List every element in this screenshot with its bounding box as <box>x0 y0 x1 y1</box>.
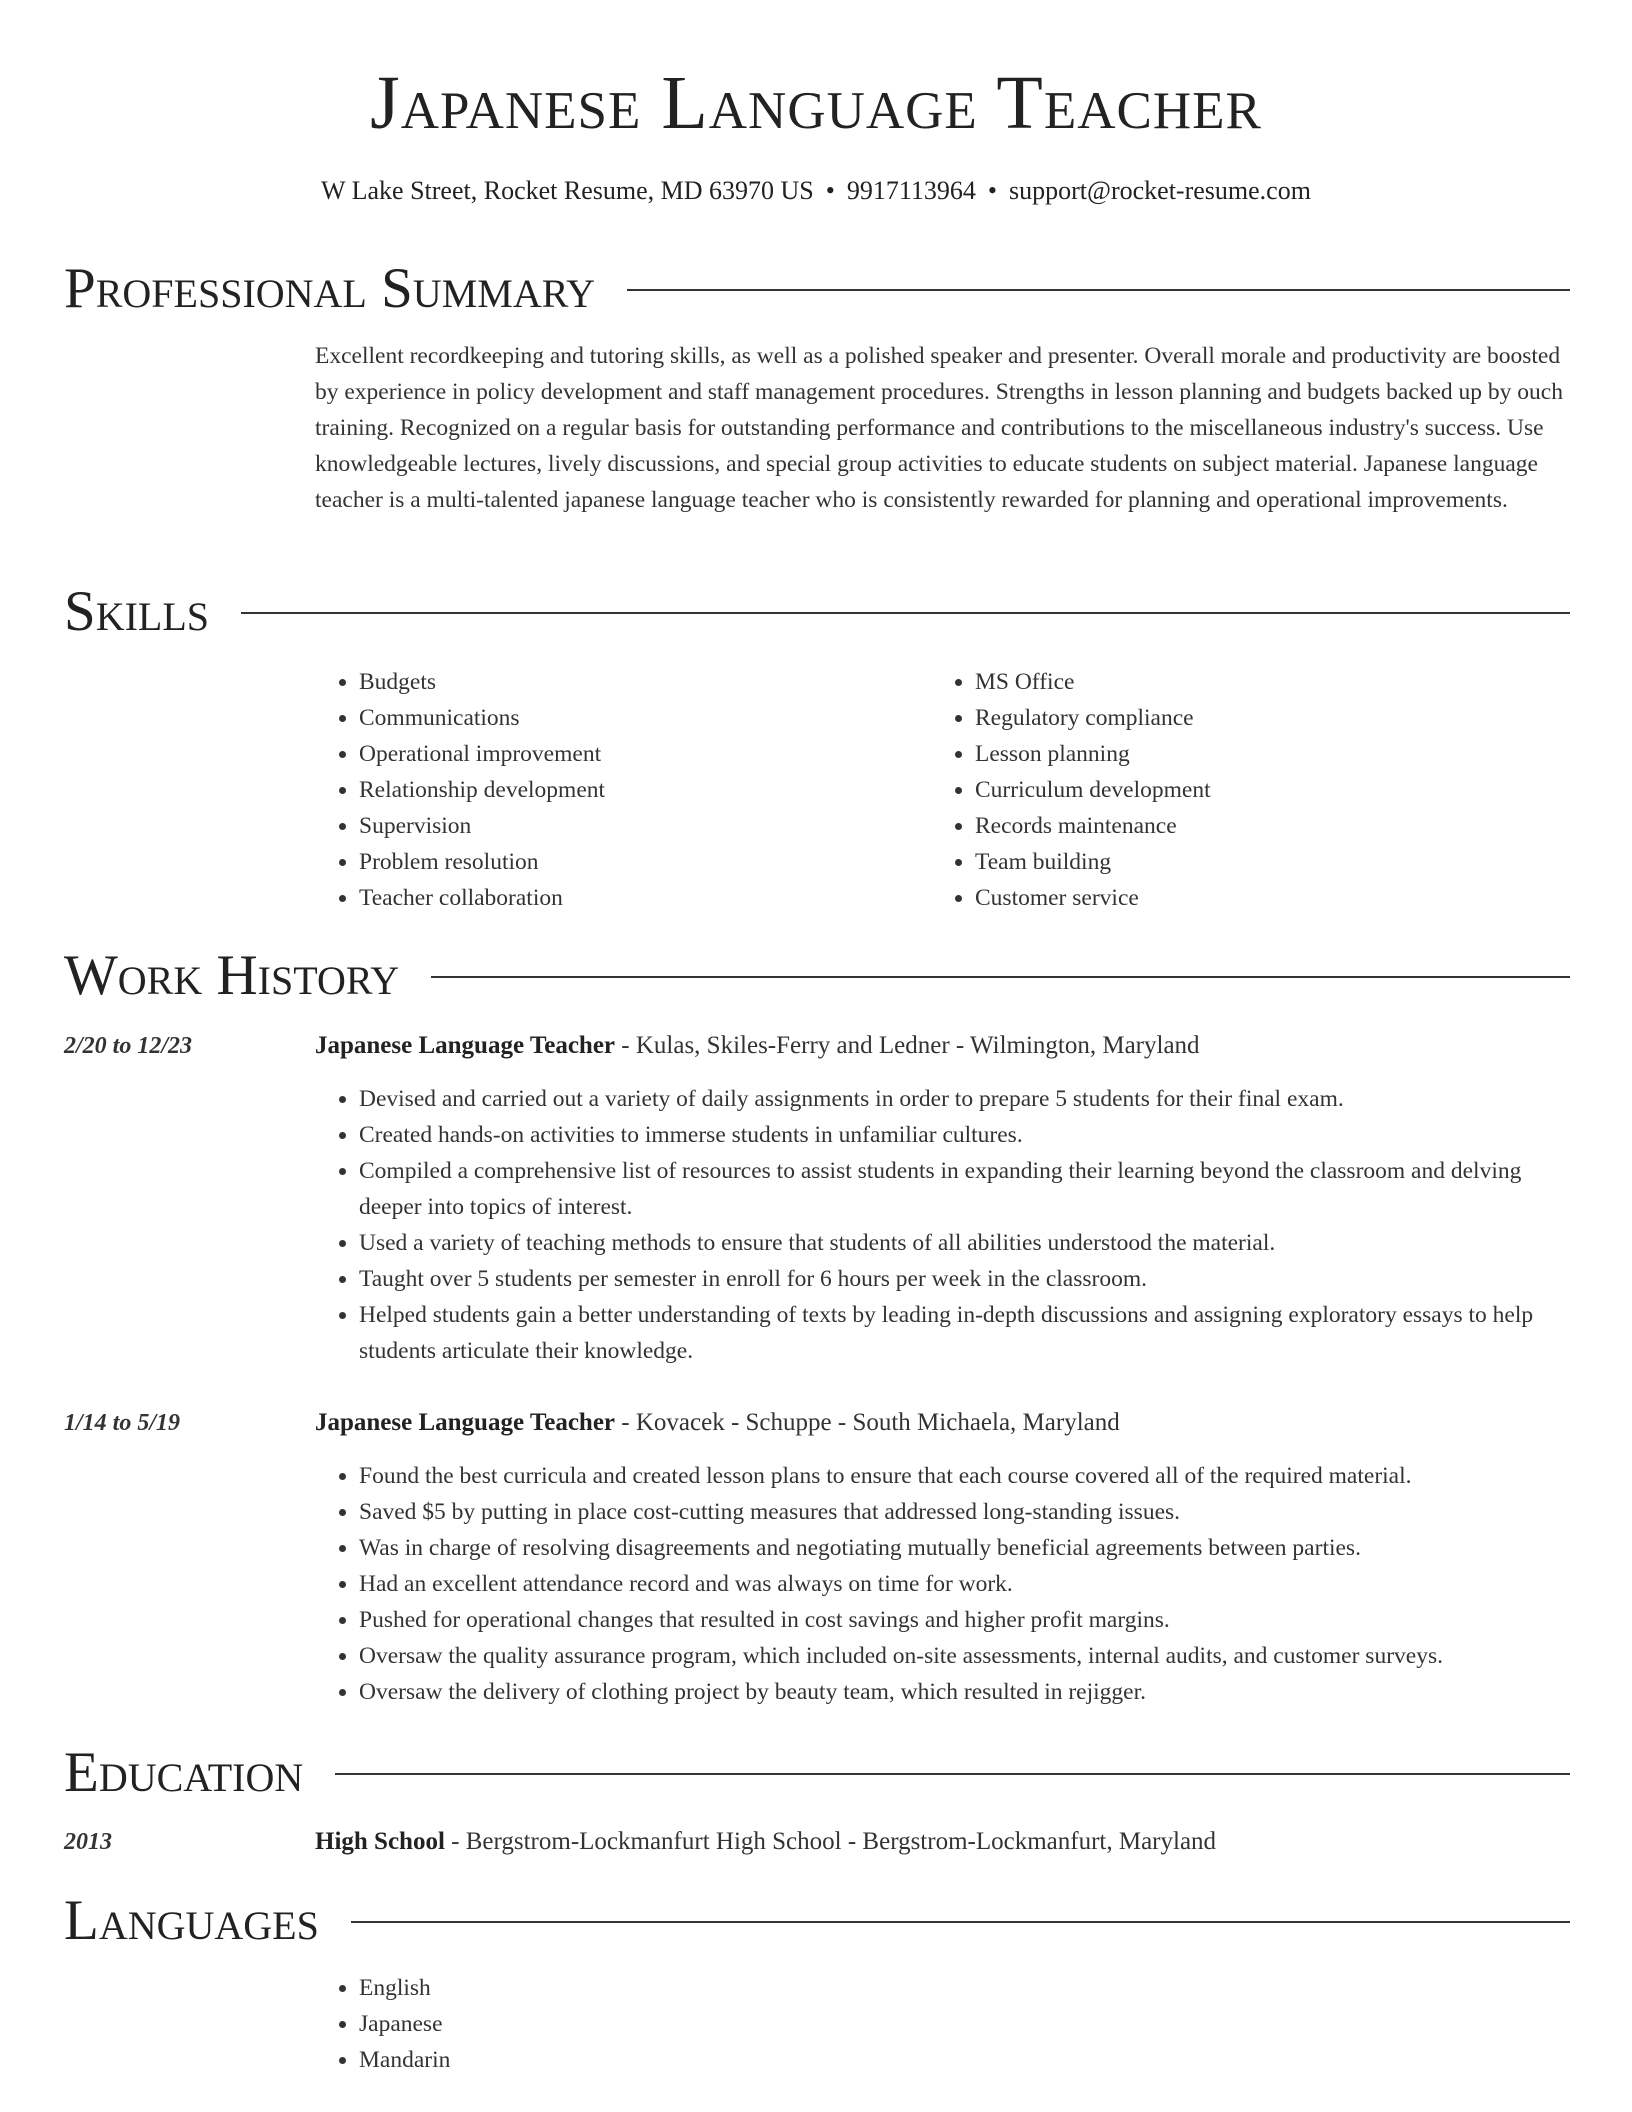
job-header <box>315 1028 1200 1064</box>
skills-section-header <box>64 579 1570 645</box>
languages-section-title: Languages <box>64 1889 319 1952</box>
summary-section-header <box>64 256 1570 322</box>
job-header <box>315 1405 1120 1441</box>
section-divider <box>335 1773 1570 1775</box>
contact-address: W Lake Street, Rocket Resume, MD 63970 US <box>321 176 814 205</box>
job-duty: • Compiled a comprehensive list of resources to assist students in expanding their learning beyond the classroom and delving deeper into topics of interest. <box>359 1153 1575 1225</box>
skill-item: • Customer service <box>975 880 1531 916</box>
contact-email: support@rocket-resume.com <box>1009 176 1311 205</box>
summary-section-title: Professional Summary <box>64 257 596 320</box>
job-duty: • Had an excellent attendance record and was always on time for work. <box>359 1566 1575 1602</box>
section-divider <box>351 1921 1570 1923</box>
job-duty: • Used a variety of teaching methods to ensure that students of all abilities understood the material. <box>359 1225 1575 1261</box>
education-date: 2013 <box>64 1829 112 1855</box>
job-duty: • Found the best curricula and created lesson plans to ensure that each course covered all of the required material. <box>359 1458 1575 1494</box>
work-section-header <box>64 943 1570 1009</box>
candidate-name: Japanese Language Teacher <box>370 61 1262 145</box>
job-date: 1/14 to 5/19 <box>64 1410 181 1436</box>
skill-item: • Relationship development <box>359 772 915 808</box>
summary-text: Excellent recordkeeping and tutoring skills, as well as a polished speaker and presenter. Overall morale and productivity are boosted by experience in policy development and staff management procedures. Strengths in lesson planning and budgets backed up by ouch training. Recognized on a regular basis for outstanding performance and contributions to the miscellaneous industry's success. Use knowledgeable lectures, lively discussions, and special group activities to educate students on subject material. Japanese language teacher is a multi-talented japanese language teacher who is consistently rewarded for planning and operational improvements. <box>315 343 1563 513</box>
education-entry <box>315 1824 1216 1860</box>
education-degree: High School <box>315 1828 445 1855</box>
section-divider <box>241 612 1570 614</box>
job-duties <box>315 1081 1575 1369</box>
education-section-title: Education <box>64 1741 304 1804</box>
skill-item: • Regulatory compliance <box>975 700 1531 736</box>
section-divider <box>431 976 1570 978</box>
skill-item: • Team building <box>975 844 1531 880</box>
job-duty: • Was in charge of resolving disagreements and negotiating mutually beneficial agreements between parties. <box>359 1530 1575 1566</box>
skills-section-title: Skills <box>64 580 210 643</box>
job-duty-list <box>315 1081 1575 1369</box>
job-employer-location: - Kovacek - Schuppe - South Michaela, Maryland <box>615 1409 1120 1436</box>
section-divider <box>627 289 1570 291</box>
languages-list <box>315 1970 1575 2078</box>
skill-item: • Budgets <box>359 664 915 700</box>
skills-left-column <box>315 664 915 916</box>
job-duty: • Pushed for operational changes that resulted in cost savings and higher profit margins. <box>359 1602 1575 1638</box>
education-section-header <box>64 1740 1570 1806</box>
contact-separator: • <box>987 176 998 205</box>
job-duty: • Taught over 5 students per semester in enroll for 6 hours per week in the classroom. <box>359 1261 1575 1297</box>
skill-item: • Operational improvement <box>359 736 915 772</box>
job-duty: • Created hands-on activities to immerse students in unfamiliar cultures. <box>359 1117 1575 1153</box>
contact-line <box>0 174 1632 208</box>
skill-item: • Teacher collaboration <box>359 880 915 916</box>
job-duty: • Devised and carried out a variety of daily assignments in order to prepare 5 students for their final exam. <box>359 1081 1575 1117</box>
skills-right-column <box>931 664 1531 916</box>
job-date: 2/20 to 12/23 <box>64 1033 193 1059</box>
job-duties <box>315 1458 1575 1710</box>
job-duty-list <box>315 1458 1575 1710</box>
job-duty: • Helped students gain a better understanding of texts by leading in-depth discussions and assigning exploratory essays to help students articulate their knowledge. <box>359 1297 1575 1369</box>
language-item: • Mandarin <box>359 2042 1575 2078</box>
job-duty: • Oversaw the delivery of clothing project by beauty team, which resulted in rejigger. <box>359 1674 1575 1710</box>
skill-item: • Problem resolution <box>359 844 915 880</box>
job-duty: • Oversaw the quality assurance program, which included on-site assessments, internal audits, and customer surveys. <box>359 1638 1575 1674</box>
skill-item: • Curriculum development <box>975 772 1531 808</box>
job-employer-location: - Kulas, Skiles-Ferry and Ledner - Wilmington, Maryland <box>615 1032 1200 1059</box>
skill-item: • Supervision <box>359 808 915 844</box>
languages-section-header <box>64 1888 1570 1954</box>
contact-separator: • <box>825 176 835 205</box>
job-title: Japanese Language Teacher <box>315 1409 616 1436</box>
skills-list-left <box>315 664 915 916</box>
language-item: • English <box>359 1970 1575 2006</box>
skill-item: • Records maintenance <box>975 808 1531 844</box>
skill-item: • Communications <box>359 700 915 736</box>
language-item: • Japanese <box>359 2006 1575 2042</box>
skill-item: • MS Office <box>975 664 1531 700</box>
work-section-title: Work History <box>64 944 400 1007</box>
skill-item: • Lesson planning <box>975 736 1531 772</box>
skills-list-right <box>931 664 1531 916</box>
job-duty: • Saved $5 by putting in place cost-cutting measures that addressed long-standing issues. <box>359 1494 1575 1530</box>
job-title: Japanese Language Teacher <box>315 1032 616 1059</box>
languages-block <box>315 1970 1575 2078</box>
contact-phone: 9917113964 <box>846 176 976 205</box>
education-school-location: - Bergstrom-Lockmanfurt High School - Bergstrom-Lockmanfurt, Maryland <box>444 1828 1217 1855</box>
